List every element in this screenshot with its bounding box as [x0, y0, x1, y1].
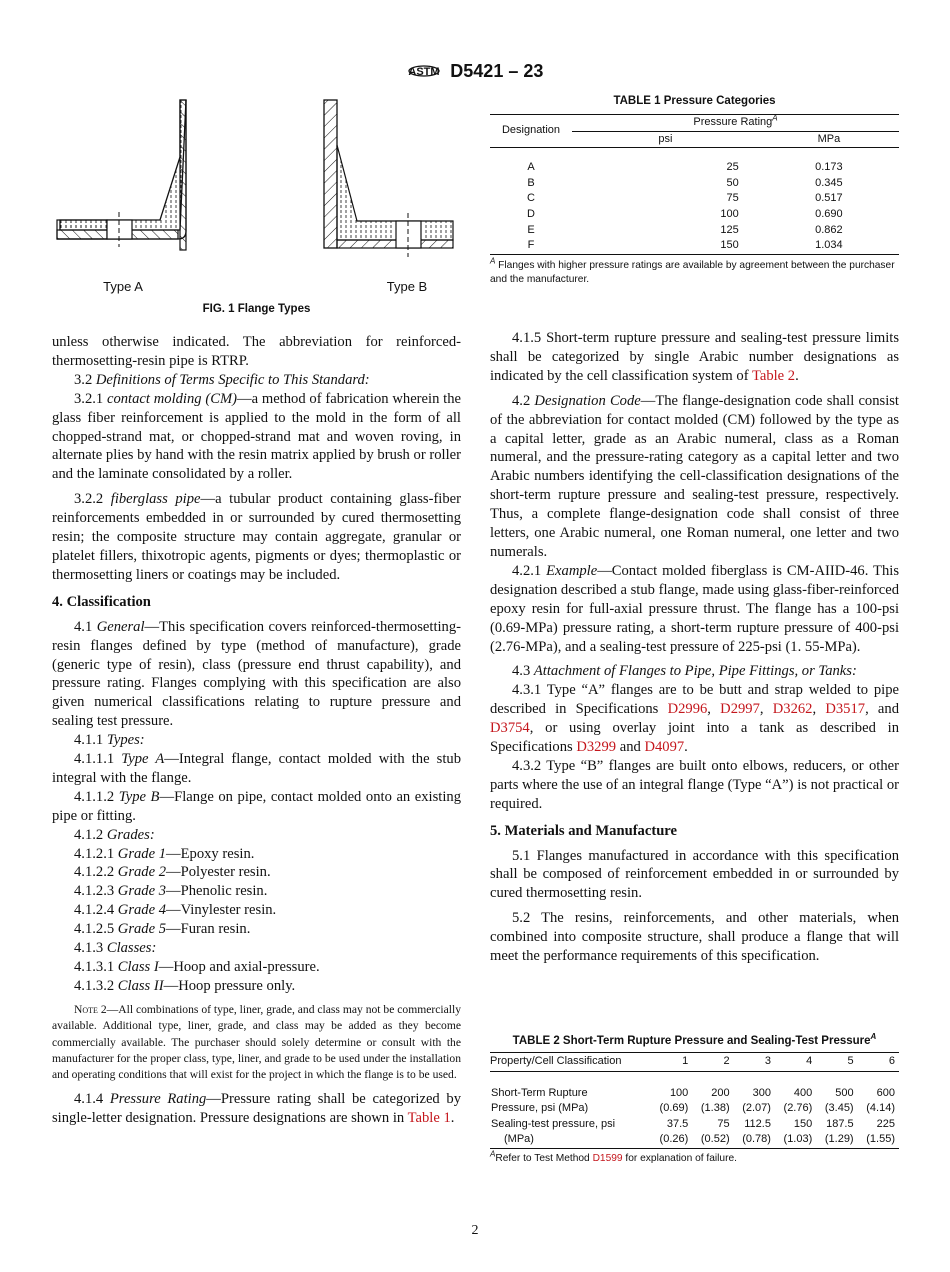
col-class-1: 1 [682, 1055, 689, 1067]
text: 4.1.1.2 [74, 788, 119, 805]
paragraph [52, 939, 461, 958]
text: 4.3.1 Type “A” flanges are to be butt and strap welded to pipe described in Specifications [490, 682, 899, 718]
cell-psi: 150 [720, 239, 739, 252]
pressure-categories-table [490, 114, 899, 255]
row-label: (MPa) [504, 1133, 534, 1146]
paragraph [490, 909, 899, 966]
cell-value: 400 [793, 1086, 813, 1099]
text: 4.1.3.1 [74, 959, 118, 975]
text: 5. Materials and Manufacture [490, 822, 677, 839]
cell-value: 200 [711, 1086, 730, 1099]
reference-link[interactable]: Table 2 [751, 367, 796, 384]
col-class-3: 3 [764, 1055, 771, 1067]
term: Designation Code [534, 392, 641, 409]
text: 3.2.1 [74, 390, 107, 407]
term: Grade 4 [117, 902, 167, 919]
cell-value: (0.78) [742, 1133, 771, 1146]
footnote-text: for explanation of failure. [622, 1152, 737, 1164]
table-row [490, 160, 899, 176]
text: 4.3 [512, 663, 534, 680]
paragraph [52, 977, 461, 996]
table-row [490, 1117, 899, 1133]
cell-value: 75 [717, 1117, 730, 1130]
term: Grade 1 [117, 845, 167, 862]
text: 4.1 [74, 618, 97, 635]
paragraph [52, 1090, 461, 1128]
footnote-text: Refer to Test Method [495, 1152, 593, 1164]
text: 4.1.2.1 [74, 845, 118, 862]
text: —Furan resin. [166, 921, 251, 938]
table-2-title [490, 1034, 899, 1048]
text: 3.2.2 [74, 491, 111, 508]
paragraph [52, 901, 461, 920]
row-label: Sealing-test pressure, psi [491, 1117, 616, 1130]
astm-logo [407, 58, 441, 84]
cell-value: 100 [669, 1086, 689, 1099]
cell-psi: 75 [726, 192, 739, 205]
text: —Pressure rating shall be categorized by single-letter designation. Pressure designations are shown in [52, 1090, 461, 1126]
text: —Epoxy resin. [166, 845, 255, 862]
text: unless otherwise indicated. The abbreviation for reinforced-thermosetting-resin pipe is RTRP. [52, 334, 461, 369]
term: Classes: [106, 940, 157, 957]
paragraph [52, 882, 461, 901]
cell-value: 600 [876, 1086, 895, 1099]
term: Class I [117, 959, 159, 975]
standard-designation: D5421 – 23 [450, 60, 544, 81]
paragraph [490, 847, 899, 904]
cell-designation: E [527, 223, 535, 236]
text: 3.2 [74, 371, 96, 388]
cell-value: (1.38) [700, 1102, 730, 1115]
term: Class II [117, 977, 164, 994]
text: —This specification covers reinforced-thermosetting-resin flanges defined by type (method of manufacture), grade (generic type of resin), class (pressure end thrust capability), and pressure rating. Flanges complying with this specification are also given numerical classifications relating to rupture pressure and sealing test pressure. [52, 618, 462, 730]
text: . [450, 1109, 455, 1126]
text: —Vinylester resin. [166, 902, 277, 919]
text: —Phenolic resin. [166, 883, 268, 900]
col-mpa: MPa [817, 132, 841, 145]
text: 4.3.2 Type “B” flanges are built onto elbows, reducers, or other parts where the use of an integral flange (Type “A”) is not practical or required. [490, 757, 899, 812]
text: 4. Classification [52, 593, 151, 610]
text: 4.1.4 [74, 1090, 110, 1107]
cell-psi: 125 [720, 223, 739, 236]
right-column [490, 329, 899, 966]
cell-value: (1.55) [866, 1133, 895, 1146]
text: —Integral flange, contact molded with the stub integral with the flange. [52, 751, 462, 786]
text: Note [74, 1002, 98, 1016]
table-2-footnote [490, 1149, 899, 1166]
table-2 [490, 1034, 899, 1166]
text: 4.1.1 [74, 732, 107, 749]
footnote-marker: A [870, 1032, 877, 1042]
cell-mpa: 1.034 [815, 239, 843, 252]
col-designation: Designation [501, 124, 561, 137]
text: 2—All combinations of type, liner, grade, and class may not be commercially available. Additional type, liner, grade, and class may be added as they become commercially available. The purchaser should solely determine or consult with the manufacturer for the proper class, type, liner, and grade to be used under the installation and operating conditions that will exist for the project in which the flange is to be used. [52, 1002, 461, 1082]
col-class-5: 5 [847, 1055, 854, 1067]
text: 4.2 [512, 392, 535, 409]
cell-value: 300 [752, 1086, 771, 1099]
paragraph [490, 662, 899, 681]
paragraph [52, 618, 461, 731]
text: 4.1.2 [74, 826, 107, 843]
text: 4.2.1 [512, 562, 547, 579]
cell-psi: 50 [726, 176, 739, 189]
cell-designation: D [527, 207, 535, 220]
table-1 [490, 94, 899, 287]
reference-link[interactable]: D2996 [667, 701, 708, 718]
figure-caption: FIG. 1 Flange Types [202, 303, 311, 315]
type-b-drawing [324, 100, 453, 257]
text: 5.1 Flanges manufactured in accordance with this specification shall be composed of reinforcement embedded in or surrounded by cured thermosetting resin. [490, 847, 899, 902]
cell-mpa: 0.862 [815, 223, 843, 236]
cell-designation: C [527, 192, 535, 205]
type-a-label: Type A [103, 279, 143, 294]
cell-value: (0.52) [700, 1133, 730, 1146]
table-2-title-text: TABLE 2 Short-Term Rupture Pressure and Sealing-Test Pressure [512, 1035, 871, 1047]
paragraph [52, 490, 461, 585]
d1599-link[interactable]: D1599 [592, 1152, 623, 1164]
term: Pressure Rating [109, 1090, 207, 1107]
term: Grades: [106, 826, 155, 843]
paragraph [490, 562, 899, 657]
paragraph [52, 788, 461, 826]
paragraph [52, 958, 461, 977]
reference-link[interactable]: D3299 [576, 739, 617, 756]
text: 5.2 The resins, reinforcements, and other materials, when combined into composite structure, shall produce a flange that will meet the performance requirements of this specification. [490, 910, 899, 965]
text: . [795, 367, 799, 384]
cell-value: (1.03) [783, 1133, 813, 1146]
term: Attachment of Flanges to Pipe, Pipe Fittings, or Tanks: [533, 663, 857, 680]
cell-designation: A [527, 161, 535, 174]
page-number: 2 [471, 1223, 479, 1238]
paragraph [52, 1002, 461, 1084]
footnote-text: Flanges with higher pressure ratings are available by agreement between the purchaser and the manufacturer. [490, 259, 895, 285]
cell-value: (4.14) [866, 1102, 895, 1115]
paragraph [52, 390, 461, 485]
table-row [490, 1086, 899, 1102]
term: General [96, 618, 145, 635]
text: —a method of fabrication wherein the glass fiber reinforcement is applied to the mold in the form of all chopped-strand mat, or chopped-strand mat and woven roving, in alternate plies by hand with the resin matrix applied by brush or roller and the laminate consolidated by a roller. [52, 390, 461, 483]
reference-link[interactable]: D3517 [825, 701, 866, 718]
cell-mpa: 0.173 [815, 161, 843, 174]
flange-types-figure [50, 95, 470, 325]
cell-psi: 100 [720, 207, 739, 220]
col-pressure-rating: Pressure Rating [693, 116, 773, 128]
text: . [684, 739, 688, 756]
type-b-label: Type B [386, 279, 428, 294]
cell-designation: F [527, 239, 535, 252]
cell-value: 112.5 [744, 1117, 771, 1130]
paragraph [490, 822, 899, 841]
row-label: Pressure, psi (MPa) [491, 1102, 589, 1115]
col-class-4: 4 [806, 1055, 813, 1067]
table-row [490, 191, 899, 207]
cell-value: 187.5 [826, 1117, 854, 1130]
text: , [812, 701, 826, 718]
term: Type B [118, 788, 160, 805]
table-1-footnote [490, 256, 899, 287]
footnote-marker: A [490, 256, 496, 266]
text: 4.1.1.1 [74, 751, 122, 768]
paragraph [52, 826, 461, 845]
table-row [490, 1101, 899, 1117]
paragraph [490, 681, 899, 757]
paragraph [490, 392, 899, 562]
paragraph [52, 333, 461, 371]
text: —Polyester resin. [166, 864, 271, 881]
text: 4.1.2.5 [74, 921, 118, 938]
term: Type A [121, 751, 165, 768]
paragraph [52, 863, 461, 882]
footnote-marker: A [772, 113, 778, 123]
cell-value: (1.29) [824, 1133, 854, 1146]
text: , or using overlay joint into a tank as described in Specifications [490, 720, 899, 756]
term: contact molding (CM) [106, 390, 237, 407]
cell-value: 500 [835, 1086, 854, 1099]
cell-value: 225 [876, 1117, 895, 1130]
table-row [490, 176, 899, 192]
rupture-pressure-table [490, 1052, 899, 1149]
text: and [616, 739, 645, 756]
paragraph [52, 845, 461, 864]
text: , [759, 701, 773, 718]
cell-mpa: 0.517 [815, 192, 843, 205]
table-row [490, 1132, 899, 1148]
col-property: Property/Cell Classification [490, 1055, 622, 1067]
svg-text:ASTM: ASTM [408, 66, 440, 78]
paragraph [52, 593, 461, 612]
table-row [490, 207, 899, 223]
text: —The flange-designation code shall consist of the abbreviation for contact molded (CM) followed by the type as a capital letter, grade as an Arabic numeral, class as a Roman numeral, and the pressure-rating category as a capital letter and two Arabic numbers identifying the cell-classification designations of the short-term rupture pressure and sealing-test pressure, respectively. Thus, a complete flange-designation code shall consist of three letters, one Arabic numeral, one Roman numeral, one letter and two numerals. [490, 392, 899, 560]
text: 4.1.3.2 [74, 977, 118, 994]
page-header [0, 58, 950, 84]
cell-value: (3.45) [824, 1102, 854, 1115]
paragraph [52, 371, 461, 390]
text: 4.1.2.4 [74, 902, 118, 919]
term: Types: [106, 732, 145, 749]
reference-link[interactable]: D3754 [490, 720, 530, 737]
text: —Hoop pressure only. [163, 977, 296, 994]
cell-psi: 25 [726, 161, 739, 174]
text: —Contact molded fiberglass is CM-AIID-46. This designation described a stub flange, made using glass-fiber-reinforced epoxy resin for full-axial pressure thrust. The flange has a 100-psi (0.69-MPa) pressure rating, a short-term rupture pressure of 400-psi (2.76-MPa), and a sealing-test pressure of 225-psi (1. 55-MPa). [490, 562, 900, 655]
cell-value: (2.07) [742, 1102, 771, 1115]
row-label: Short-Term Rupture [491, 1086, 588, 1099]
paragraph [52, 750, 461, 788]
cell-value: 37.5 [666, 1117, 689, 1130]
reference-link[interactable]: D2997 [720, 701, 760, 718]
col-class-2: 2 [723, 1055, 730, 1067]
footnote-marker: A [490, 1149, 496, 1159]
paragraph [52, 920, 461, 939]
term: fiberglass pipe [110, 491, 201, 508]
col-psi: psi [658, 132, 673, 145]
term: Grade 2 [117, 864, 167, 881]
paragraph [490, 329, 899, 386]
cell-value: (2.76) [783, 1102, 813, 1115]
text: , [707, 701, 721, 718]
cell-designation: B [527, 176, 535, 189]
cell-mpa: 0.345 [815, 176, 843, 189]
term: Definitions of Terms Specific to This Standard: [95, 371, 370, 388]
col-class-6: 6 [888, 1055, 895, 1067]
cell-value: 150 [793, 1117, 813, 1130]
cell-mpa: 0.690 [815, 207, 843, 220]
reference-link[interactable]: D4097 [644, 739, 685, 756]
text: —a tubular product containing glass-fiber reinforcements embedded in or surrounded by cured thermosetting resin; the composite structure may contain aggregate, granular or platelet fillers, thixotropic agents, pigments or dyes; thermoplastic or thermosetting liners or coatings may be included. [52, 491, 461, 583]
cell-value: (0.26) [659, 1133, 689, 1146]
reference-link[interactable]: D3262 [772, 701, 813, 718]
term: Grade 3 [117, 883, 167, 900]
table-1-title: TABLE 1 Pressure Categories [613, 95, 776, 107]
text: 4.1.5 Short-term rupture pressure and sealing-test pressure limits shall be categorized by single Arabic number designations as indicated by the cell classification system of [490, 330, 899, 384]
table-row [490, 238, 899, 254]
left-column [52, 333, 461, 1128]
type-a-drawing [57, 100, 186, 250]
term: Grade 5 [117, 921, 167, 938]
text: 4.1.2.2 [74, 864, 118, 881]
text: , and [865, 701, 900, 718]
text: 4.1.3 [74, 940, 107, 957]
text: —Flange on pipe, contact molded onto an existing pipe or fitting. [52, 788, 461, 824]
text: 4.1.2.3 [74, 883, 118, 900]
reference-link[interactable]: Table 1 [407, 1109, 451, 1126]
paragraph [52, 731, 461, 750]
table-row [490, 223, 899, 239]
paragraph [490, 757, 899, 814]
cell-value: (0.69) [659, 1102, 689, 1115]
term: Example [546, 562, 598, 579]
text: —Hoop and axial-pressure. [158, 959, 320, 975]
